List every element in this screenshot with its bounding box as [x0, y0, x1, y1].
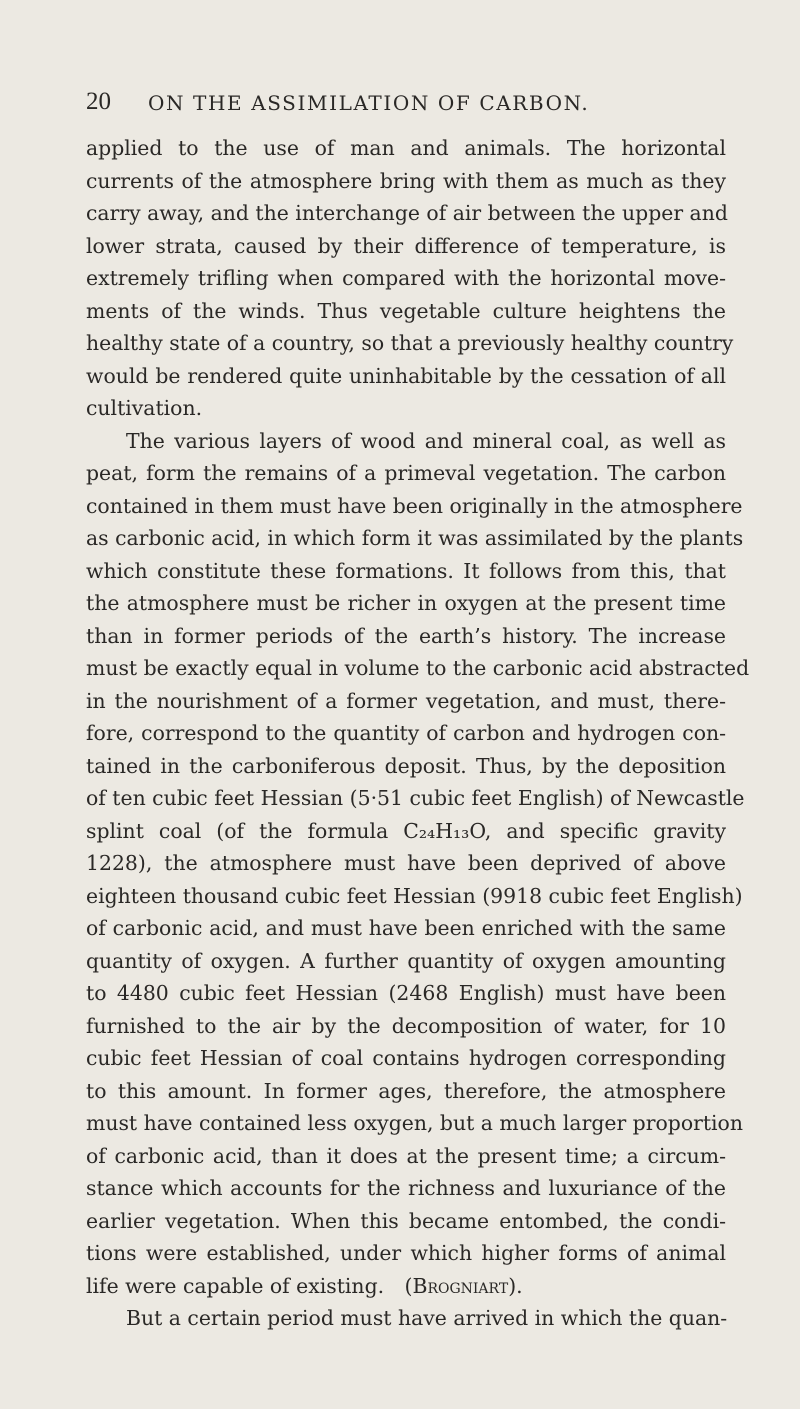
text-line: earlier vegetation. When this became entombed, the condi-	[86, 1208, 726, 1233]
text-line: ments of the winds. Thus vegetable culture heightens the	[86, 298, 726, 323]
paragraph-3	[86, 1302, 726, 1335]
text-line: peat, form the remains of a primeval vegetation. The carbon	[86, 461, 726, 485]
text-line: carry away, and the interchange of air between the upper and	[86, 201, 728, 225]
text-line: of carbonic acid, and must have been enriched with the same	[86, 916, 726, 940]
text-line: The various layers of wood and mineral coal, as well as	[126, 428, 726, 453]
text-line: healthy state of a country, so that a previously healthy country	[86, 331, 734, 355]
text-fragment: life were capable of existing.	[86, 1273, 385, 1298]
text-line: eighteen thousand cubic feet Hessian (9918 cubic feet English)	[86, 883, 743, 908]
text-line: than in former periods of the earth’s history. The increase	[86, 623, 726, 648]
text-line: cultivation.	[86, 396, 203, 420]
text-line: of carbonic acid, than it does at the present time; a circum-	[86, 1143, 726, 1168]
text-line: in the nourishment of a former vegetation, and must, there-	[86, 688, 726, 713]
text-line: tions were established, under which higher forms of animal	[86, 1241, 726, 1265]
text-line: would be rendered quite uninhabitable by the cessation of all	[86, 363, 726, 388]
text-line: currents of the atmosphere bring with them as much as they	[86, 168, 726, 193]
text-line: to 4480 cubic feet Hessian (2468 English) must have been	[86, 981, 726, 1005]
text-line: lower strata, caused by their difference of temperature, is	[86, 233, 726, 258]
text-line: tained in the carboniferous deposit. Thus, by the deposition	[86, 753, 726, 778]
paragraph-1	[86, 132, 734, 425]
running-title: ON THE ASSIMILATION OF CARBON.	[148, 91, 590, 115]
page-number: 20	[86, 88, 111, 115]
text-line: applied to the use of man and animals. The horizontal	[86, 136, 726, 160]
text-line: which constitute these formations. It follows from this, that	[86, 558, 726, 583]
text-line: splint coal (of the formula C₂₄H₁₃O, and specific gravity	[86, 818, 726, 843]
text-line: of ten cubic feet Hessian (5·51 cubic feet English) of Newcastle	[86, 786, 745, 810]
text-line: must have contained less oxygen, but a much larger proportion	[86, 1111, 743, 1135]
paragraph-2	[86, 425, 750, 1303]
text-line: But a certain period must have arrived in which the quan-	[126, 1306, 728, 1330]
text-line: extremely trifling when compared with the horizontal move-	[86, 266, 726, 290]
body-text	[86, 132, 750, 1335]
text-line: stance which accounts for the richness and luxuriance of the	[86, 1176, 726, 1200]
text-line: must be exactly equal in volume to the carbonic acid abstracted	[86, 656, 750, 680]
text-line-with-citation: life were capable of existing. (Brogniart).	[86, 1273, 523, 1298]
text-line: the atmosphere must be richer in oxygen at the present time	[86, 591, 726, 615]
text-line: fore, correspond to the quantity of carbon and hydrogen con-	[86, 721, 726, 745]
text-line: contained in them must have been originally in the atmosphere	[86, 493, 743, 518]
text-line: 1228), the atmosphere must have been deprived of above	[86, 851, 726, 875]
text-line: cubic feet Hessian of coal contains hydrogen corresponding	[86, 1046, 726, 1070]
citation-author: Brogniart	[412, 1273, 509, 1298]
text-line: quantity of oxygen. A further quantity of oxygen amounting	[86, 948, 726, 973]
text-line: as carbonic acid, in which form it was assimilated by the plants	[86, 526, 744, 550]
text-line: furnished to the air by the decomposition of water, for 10	[86, 1013, 726, 1038]
running-head	[86, 86, 726, 118]
text-line: to this amount. In former ages, therefore, the atmosphere	[86, 1078, 726, 1103]
